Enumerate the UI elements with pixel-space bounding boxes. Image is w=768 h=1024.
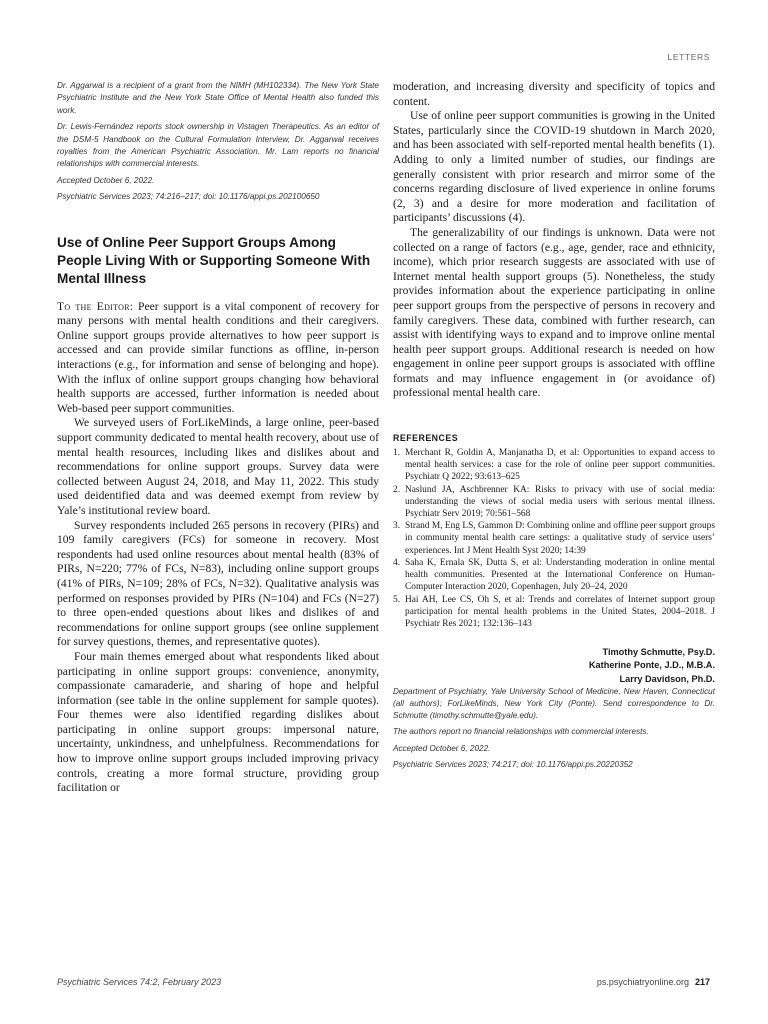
reference-number: 2.: [393, 484, 401, 495]
right-column: [393, 80, 715, 775]
paragraph: Use of online peer support communities is growing in the United States, particularly since the COVID-19 shutdown in March 2020, and has been associated with self-reported mental health benefits (1). Adding to only a limited number of studies, our findings are generally consistent with prior research and mirror some of the concerns regarding disclosure of lived experience in online forums (2, 3) and a desire for more moderation and facilitation of participants’ discussions (4).: [393, 109, 715, 225]
references-list: [393, 447, 715, 630]
reference-number: 4.: [393, 557, 401, 568]
author-list: [393, 646, 715, 686]
reference-item: [393, 447, 715, 484]
section-header: LETTERS: [667, 52, 710, 62]
citation-note: Psychiatric Services 2023; 74:217; doi: 10.1176/appi.ps.20220352: [393, 759, 633, 769]
accepted-note: Accepted October 6, 2022.: [393, 743, 491, 753]
disclosure-note: Dr. Lewis-Fernández reports stock ownership in Vistagen Therapeutics. As an editor of the DSM-5 Handbook on the Cultural Formulation Interview, Dr. Aggarwal receives royalties from the American Psychiatric Association. Mr. Lam reports no financial relationships with commercial interests.: [57, 122, 379, 169]
footer-right: [597, 977, 710, 987]
citation-note: Psychiatric Services 2023; 74:216–217; doi: 10.1176/appi.ps.202100650: [57, 192, 320, 202]
reference-text: Merchant R, Goldin A, Manjanatha D, et al: Opportunities to expand access to mental health services: a case for the role of online peer support communities. Psychiatr Q 2022; 93:613–625: [405, 448, 715, 483]
author-name: Larry Davidson, Ph.D.: [619, 673, 715, 684]
reference-text: Saha K, Ernala SK, Dutta S, et al: Understanding moderation in online mental health communities. Presented at the International Conference on Human-Computer Interaction 2020, Copenhagen, July 20–24, 2020: [405, 557, 715, 593]
author-name: Timothy Schmutte, Psy.D.: [602, 647, 715, 658]
reference-item: [393, 557, 715, 594]
references-heading: REFERENCES: [393, 433, 459, 444]
reference-item: [393, 520, 715, 557]
accepted-note: Accepted October 6, 2022.: [57, 175, 155, 185]
paragraph: Survey respondents included 265 persons in recovery (PIRs) and 109 family caregivers (FCs) for someone in recovery. Most respondents had used online resources about mental health (83% of PIRs, N=220; 77% of FCs, N=83), including online support groups (41% of PIRs, N=109; 28% of FCs, N=32). Qualitative analysis was performed on responses provided by PIRs (N=104) and FCs (N=27) to three open-ended questions about likes and dislikes of and recommendations for online support groups (see online supplement for survey questions, themes, and representative quotes).: [57, 518, 379, 649]
reference-text: Naslund JA, Aschbrenner KA: Risks to privacy with use of social media: understanding the views of social media users with serious mental illness. Psychiatr Serv 2019; 70:561–568: [405, 484, 715, 520]
reference-number: 5.: [393, 594, 401, 605]
affiliation-note: Department of Psychiatry, Yale University School of Medicine, New Haven, Connecticut (all authors); ForLikeMinds, New York City (Ponte). Send correspondence to Dr. Schmutte (timothy.schmutte@yale.edu).: [393, 686, 715, 721]
paragraph: The generalizability of our findings is unknown. Data were not collected on a range of factors (e.g., age, gender, race and ethnicity, income), which prior research suggests are associated with use of Internet mental health support groups (5). Nonetheless, the study provides information about the experience participating in online peer support groups from the perspective of persons in recovery and family caregivers. These data, combined with further research, can assist with identifying ways to expand and to improve online mental health peer support groups. Additional research is needed on how engagement in online peer support groups is associated with offline formats and may influence engagement in (or avoidance of) professional mental health care.: [393, 225, 715, 400]
reference-text: Strand M, Eng LS, Gammon D: Combining online and offline peer support groups in community mental health care settings: a qualitative study of service users’ experiences. Int J Ment Health Syst 2020; 14:39: [405, 521, 715, 556]
footer-site-link[interactable]: ps.psychiatryonline.org: [596, 977, 689, 987]
reference-item: [393, 484, 715, 521]
funding-note: Dr. Aggarwal is a recipient of a grant from the NIMH (MH102334). The New York State Psychiatric Institute and the New York State Office of Mental Health also funded this work.: [57, 81, 379, 115]
reference-text: Hai AH, Lee CS, Oh S, et al: Trends and correlates of Internet support group participation for mental health problems in the United States, 2004–2018. J Psychiatr Res 2021; 132:136–143: [405, 594, 715, 629]
paragraph: [57, 300, 379, 417]
reference-number: 1.: [393, 448, 401, 459]
left-column: [57, 80, 379, 796]
reference-item: [393, 594, 715, 631]
page-number: 217: [694, 977, 710, 987]
footer-journal: Psychiatric Services 74:2, February 2023: [57, 977, 222, 987]
paragraph: We surveyed users of ForLikeMinds, a large online, peer-based support community dedicated to mental health recovery, about use of mental health resources, including likes and dislikes about and recommendations for online support groups. Survey data were collected between August 24, 2018, and May 11, 2022. This study used deidentified data and was deemed exempt from review by Yale’s institutional review board.: [57, 416, 379, 517]
author-name: Katherine Ponte, J.D., M.B.A.: [588, 660, 715, 671]
paragraph: Four main themes emerged about what respondents liked about participating in online support groups: convenience, anonymity, compassionate camaraderie, and sharing of hope and helpful information (see table in the online supplement for sample quotes). Four themes were also identified regarding dislikes about participating in online support groups: impersonal nature, uncertainty, unkindness, and unhelpfulness. Recommendations for how to improve online support groups included improving privacy controls, creating a more formal structure, providing group facilitation or: [57, 649, 379, 795]
disclosure-note: The authors report no financial relationships with commercial interests.: [393, 727, 649, 737]
to-the-editor-label: To the Editor:: [57, 299, 134, 313]
paragraph-text: Peer support is a vital component of recovery for many persons with mental health conditions and their caregivers. Online support groups provide alternatives to how peer support is accessed and can provide similar functions as offline, in-person interactions (e.g., for information and sense of belonging and hope). With the influx of online support groups changing how behavioral health supports are accessed, further information is needed about Web-based peer support communities.: [57, 299, 379, 415]
article-title: Use of Online Peer Support Groups Among People Living With or Supporting Someone With Mental Illness: [57, 234, 371, 286]
paragraph: moderation, and increasing diversity and specificity of topics and content.: [393, 80, 715, 108]
reference-number: 3.: [393, 521, 401, 532]
